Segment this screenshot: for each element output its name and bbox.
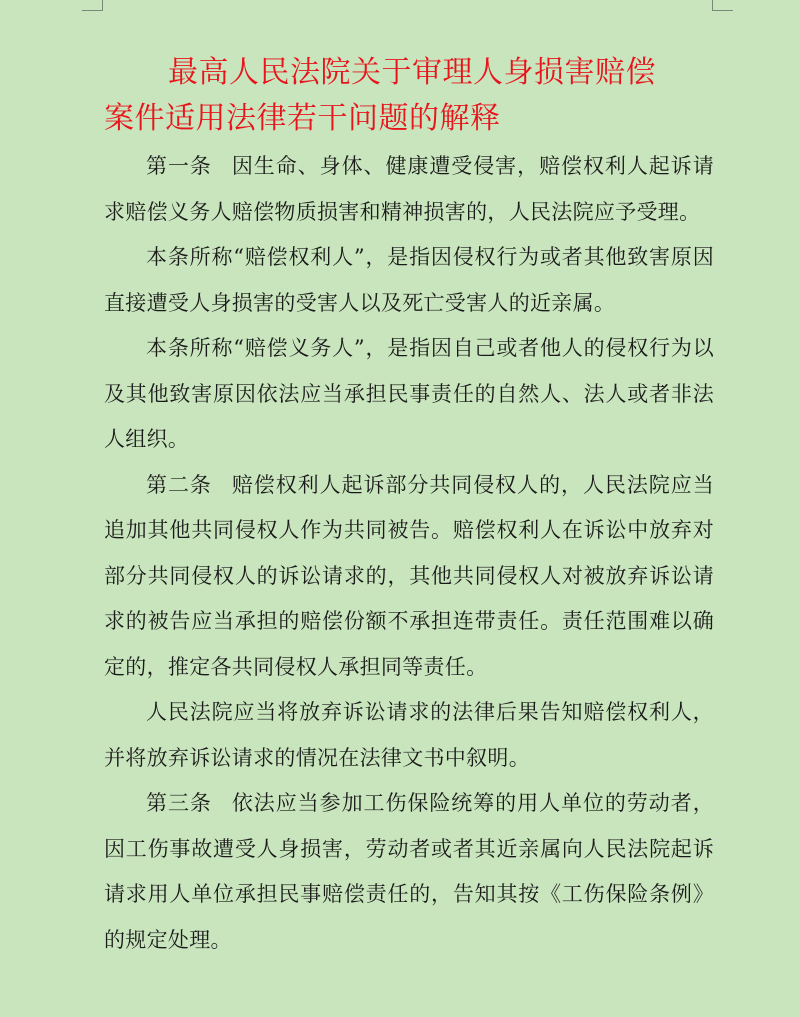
article-number: 第一条: [146, 154, 212, 178]
paragraph-text: 赔偿权利人起诉部分共同侵权人的，人民法院应当追加其他共同侵权人作为共同被告。赔偿权利人在诉讼中放弃对部分共同侵权人的诉讼请求的，其他共同侵权人对被放弃诉讼请求的被告应当承担的赔偿份额不承担连带责任。责任范围难以确定的，推定各共同侵权人承担同等责任。: [104, 472, 714, 679]
paragraph-article-3: [104, 781, 714, 963]
paragraph-article-1: [104, 144, 714, 235]
paragraph-article-1-clause-2: [104, 235, 714, 326]
document-title: [104, 50, 714, 142]
paragraph-text: 因生命、身体、健康遭受侵害，赔偿权利人起诉请求赔偿义务人赔偿物质损害和精神损害的，人民法院应予受理。: [104, 154, 714, 224]
title-line-2: 案件适用法律若干问题的解释: [104, 101, 501, 136]
paragraph-text: 人民法院应当将放弃诉讼请求的法律后果告知赔偿权利人，并将放弃诉讼请求的情况在法律文书中叙明。: [104, 700, 714, 770]
paragraph-article-1-clause-3: [104, 326, 714, 463]
article-number: 第二条: [146, 472, 212, 497]
article-number: 第三条: [146, 791, 212, 815]
page-corner-mark-right: [712, 0, 733, 11]
paragraph-text: 本条所称“赔偿义务人”，是指因自己或者他人的侵权行为以及其他致害原因依法应当承担民事责任的自然人、法人或者非法人组织。: [104, 336, 714, 451]
document-body: [104, 50, 714, 963]
paragraph-article-2: [104, 463, 714, 691]
paragraph-text: 本条所称“赔偿权利人”，是指因侵权行为或者其他致害原因直接遭受人身损害的受害人以及死亡受害人的近亲属。: [104, 245, 714, 315]
paragraph-article-2-clause-2: [104, 690, 714, 781]
paragraph-text: 依法应当参加工伤保险统筹的用人单位的劳动者，因工伤事故遭受人身损害，劳动者或者其近亲属向人民法院起诉请求用人单位承担民事赔偿责任的，告知其按《工伤保险条例》的规定处理。: [104, 791, 714, 952]
page-corner-mark-left: [82, 0, 103, 11]
title-line-1: 最高人民法院关于审理人身损害赔偿: [168, 55, 656, 90]
